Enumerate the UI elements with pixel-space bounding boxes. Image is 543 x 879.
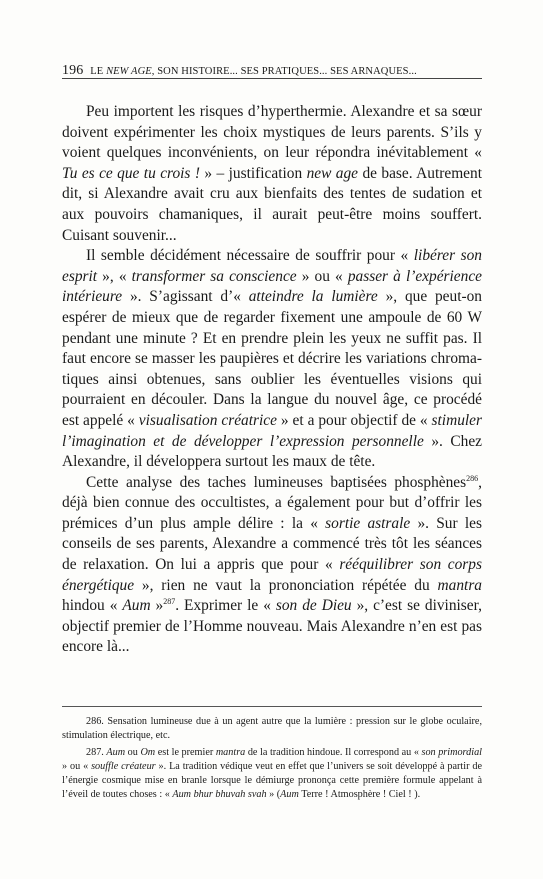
text-run: ». S’agissant d’« — [122, 288, 249, 306]
text-run: souffle créateur — [91, 761, 156, 772]
header-rule — [62, 78, 482, 79]
text-run: » ou « — [62, 761, 92, 772]
text-run: » — [150, 597, 164, 615]
text-run: Cette analyse des taches lumineuses baptisées phosphènes — [86, 473, 467, 491]
text-run: ou — [125, 747, 141, 758]
text-run: . Exprimer le « — [175, 597, 276, 615]
text-run: est le premier — [155, 747, 216, 758]
text-run: » – justification — [199, 164, 307, 182]
text-run: , déjà bien connue des occultistes, a également pour but d’offrir les prémices d’un plus ample délire : la « — [62, 473, 482, 532]
text-run: Tu es ce que tu crois ! — [62, 164, 200, 182]
text-run: hindou « — [62, 597, 123, 615]
text-run: mantra — [215, 747, 246, 758]
text-run: de la tradition hindoue. Il correspond au « — [245, 747, 422, 758]
footnote-ref: 286 — [466, 473, 479, 483]
header-title-prefix: LE — [90, 66, 107, 77]
body-text — [62, 102, 482, 658]
footnote-separator — [62, 706, 482, 707]
paragraph — [62, 246, 482, 473]
text-run: Aum — [122, 597, 151, 615]
footnote — [62, 746, 482, 802]
text-run: » ( — [266, 789, 281, 800]
text-run: ». Chez Alexandre, il développera surtout les maux de tête. — [62, 432, 482, 471]
text-run: passer à l’expérience intérieure — [62, 267, 482, 306]
text-run: sortie astrale — [325, 514, 411, 532]
text-run: 287. — [86, 747, 107, 758]
text-run: », rien ne vaut la prononciation répétée du — [134, 576, 438, 594]
text-run: ». Sur les conseils de ses parents, Alexandre a commencé très tôt les séances de relaxation. On lui a appris que pour « — [62, 514, 482, 574]
text-run: mantra — [437, 576, 482, 594]
text-run: Aum bhur bhuvah svah — [172, 789, 267, 800]
text-run: 286. Sensation lumineuse due à un agent autre que la lumière : pression sur le globe oculaire, stimulation électrique, etc. — [62, 716, 482, 741]
text-run: son primordial — [421, 747, 482, 758]
running-header — [62, 63, 482, 79]
text-run: », « — [97, 267, 132, 285]
header-title-italic: NEW AGE — [106, 66, 152, 77]
footnote — [62, 715, 482, 743]
text-run: de base. Autrement dit, si Alexandre avait cru aux bienfaits des tentes de sudation et aux pouvoirs chamaniques, il aurait peut-être moins souffert. Cuisant souvenir... — [62, 164, 482, 244]
text-run: libérer son esprit — [62, 247, 482, 285]
text-run: transformer sa conscience — [131, 267, 297, 285]
text-run: Aum — [280, 789, 299, 800]
header-title-suffix: , SON HISTOIRE... SES PRATIQUES... SES ARNAQUES... — [151, 66, 417, 77]
text-run: ». La tradition védique veut en effet que l’univers se soit développé à partir de l’énergie cosmique mise en branle lorsque le démiurge prononça cette première formule appelant à l’éveil de toutes choses : « — [62, 761, 482, 800]
paragraph — [62, 473, 482, 658]
text-run: Aum — [106, 747, 126, 758]
text-run: new age — [306, 164, 359, 182]
text-run: Peu importent les risques d’hyperthermie. Alexandre et sa sœur doivent expérimenter les choix mystiques de leurs parents. S’ils y voient quelques inconvénients, on leur répondra inévitablement « — [62, 103, 482, 162]
text-run: rééquilibrer son corps énergétique — [62, 556, 482, 594]
page-number: 196 — [62, 63, 84, 78]
text-run: atteindre la lumière — [248, 288, 378, 306]
paragraph — [62, 102, 482, 246]
text-run: Om — [140, 747, 156, 758]
footnote-ref: 287 — [163, 597, 176, 607]
text-run: », que peut-on espérer de mieux que de regarder fixement une ampoule de 60 W pendant une minute ? Et en prendre plein les yeux ne suffit pas. Il faut encore se masser les paupières et décrire les variations chromatiques ainsi obtenues, sans oublier les éventuelles visions qui pourraient en découler. Dans la langue du nouvel âge, ce procédé est appelé « — [62, 288, 482, 429]
text-run: » et a pour objectif de « — [276, 411, 432, 429]
text-run: Il semble décidément nécessaire de souffrir pour « — [86, 247, 414, 265]
footnotes — [62, 715, 482, 805]
text-run: Terre ! Atmosphère ! Ciel ! ). — [298, 789, 421, 800]
text-run: son de Dieu — [275, 597, 352, 615]
text-run: » ou « — [296, 267, 348, 285]
text-run: stimuler l’imagination et de développer l’expression personnelle — [62, 411, 482, 450]
text-run: », c’est se diviniser, objectif premier de l’Homme nouveau. Mais Alexandre n’en est pas encore là... — [62, 597, 482, 656]
text-run: visualisation créatrice — [138, 411, 277, 429]
